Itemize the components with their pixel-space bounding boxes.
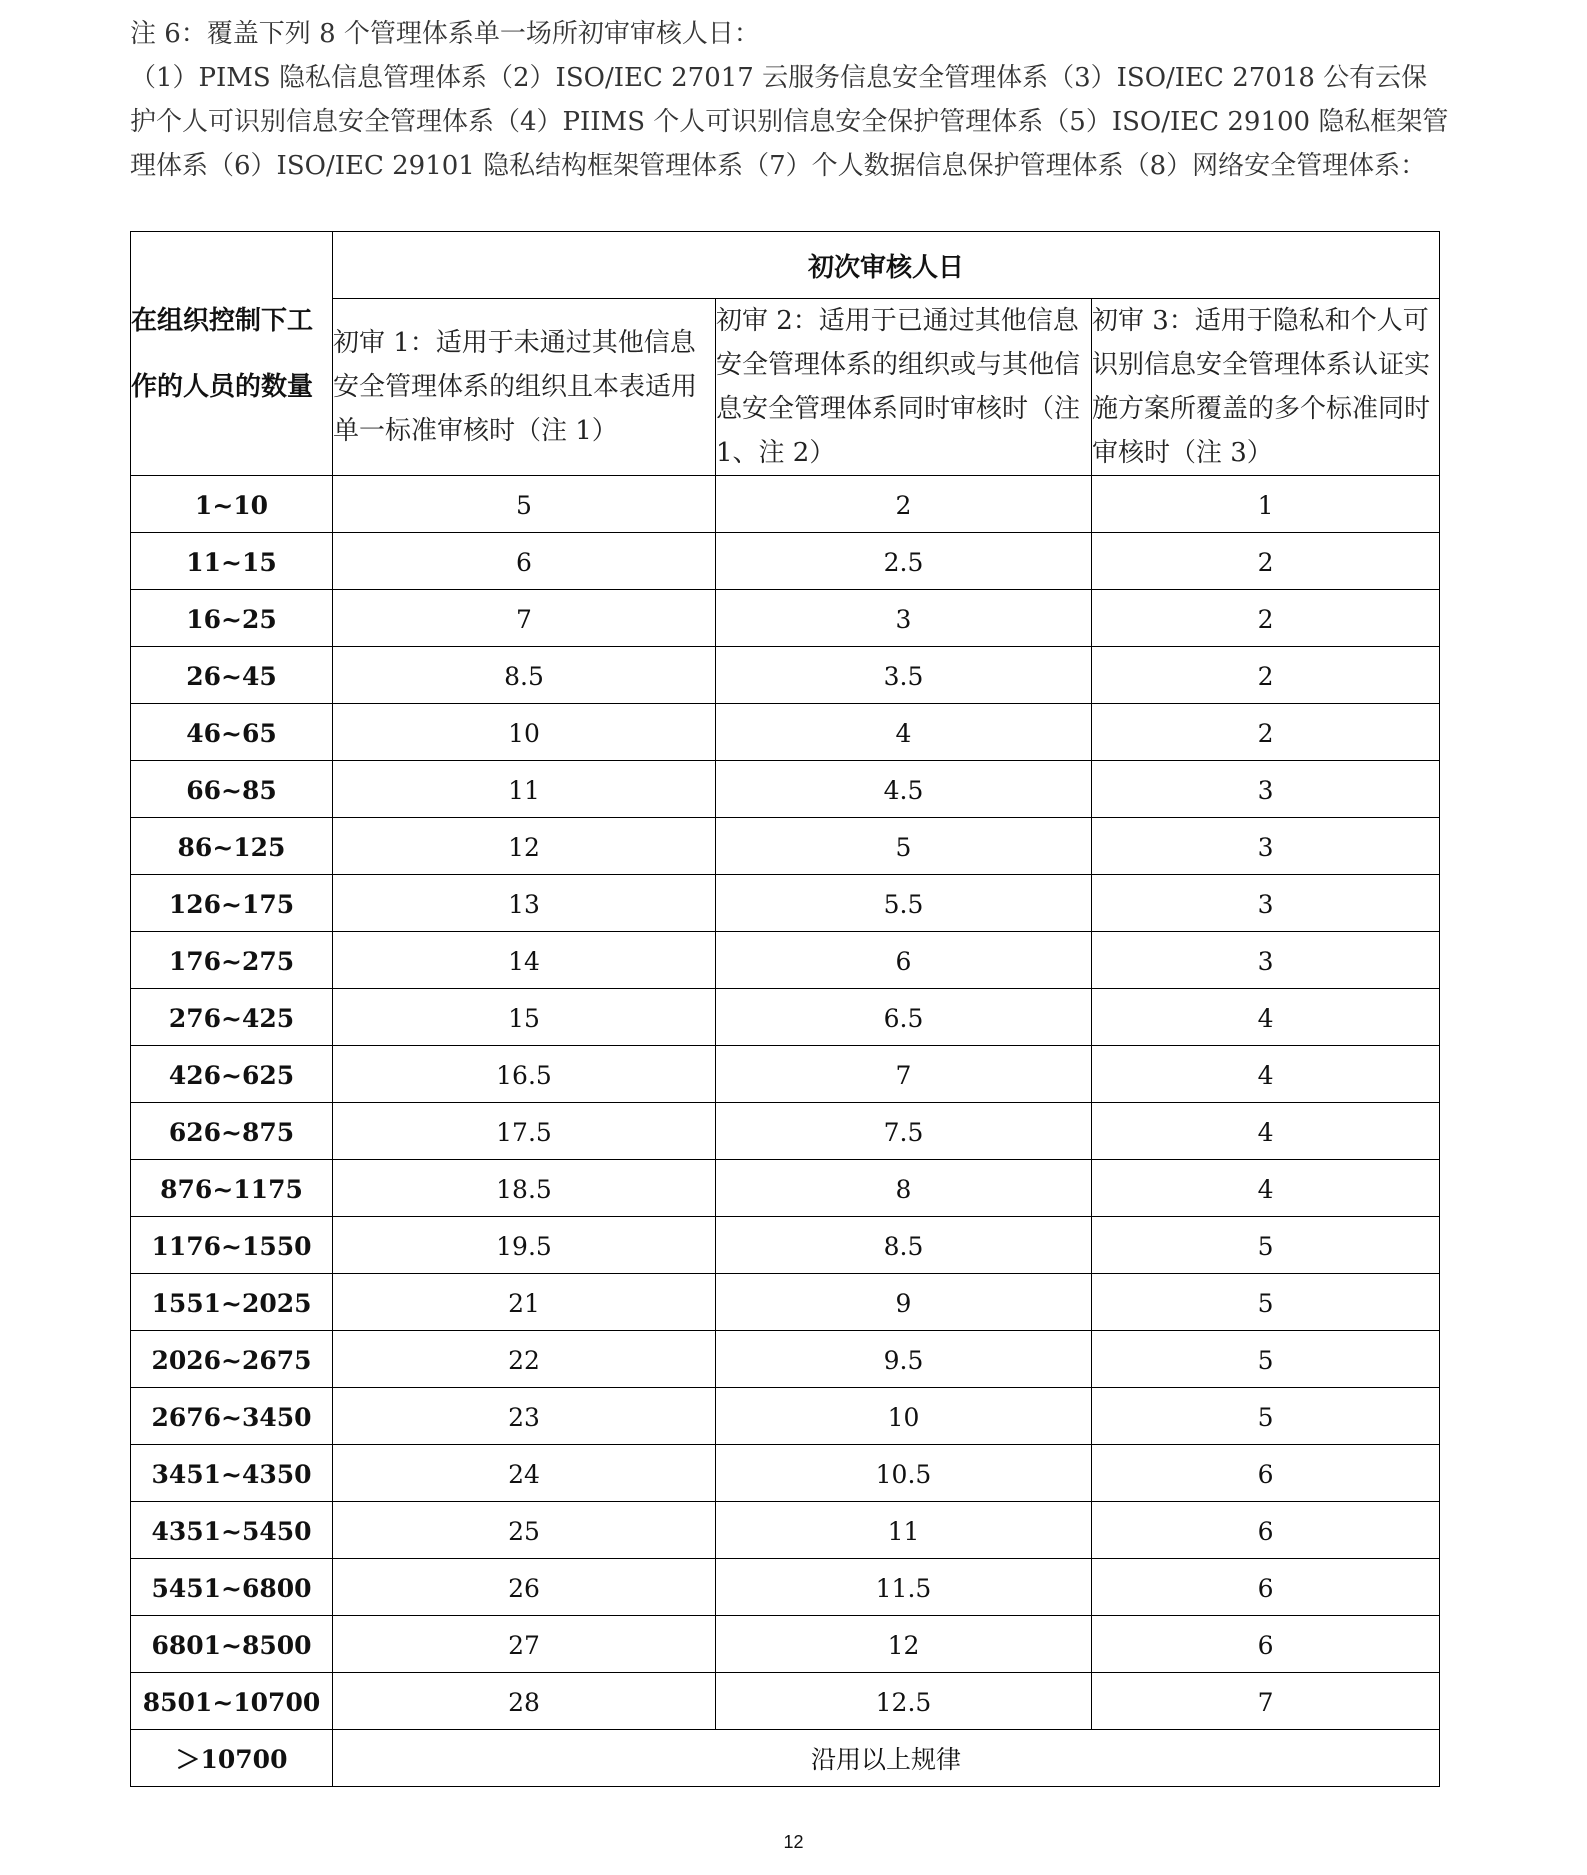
initial-audit-2-days-cell: 7	[716, 1046, 1092, 1103]
personnel-range-cell: ＞10700	[131, 1730, 333, 1787]
table-row	[131, 1046, 1440, 1103]
initial-audit-2-header: 初审 2：适用于已通过其他信息安全管理体系的组织或与其他信息安全管理体系同时审核时（注 1、注 2）	[716, 299, 1092, 476]
table-row	[131, 1502, 1440, 1559]
initial-audit-3-days-cell: 4	[1092, 1103, 1440, 1160]
initial-audit-1-days-cell: 16.5	[333, 1046, 716, 1103]
personnel-range-cell: 16~25	[131, 590, 333, 647]
initial-audit-2-days-cell: 2.5	[716, 533, 1092, 590]
table-row	[131, 704, 1440, 761]
table-row	[131, 1388, 1440, 1445]
note-body: （1）PIMS 隐私信息管理体系（2）ISO/IEC 27017 云服务信息安全管理体系（3）ISO/IEC 27018 公有云保护个人可识别信息安全管理体系（4）PIIMS 个人可识别信息安全保护管理体系（5）ISO/IEC 29100 隐私框架管理体系（6）ISO/IEC 29101 隐私结构框架管理体系（7）个人数据信息保护管理体系（8）网络安全管理体系：	[130, 63, 1449, 181]
table-row	[131, 1331, 1440, 1388]
personnel-range-cell: 626~875	[131, 1103, 333, 1160]
personnel-range-cell: 1551~2025	[131, 1274, 333, 1331]
personnel-range-cell: 11~15	[131, 533, 333, 590]
personnel-range-cell: 2676~3450	[131, 1388, 333, 1445]
note-section	[130, 12, 1450, 188]
initial-audit-1-days-cell: 14	[333, 932, 716, 989]
initial-audit-1-days-cell: 26	[333, 1559, 716, 1616]
personnel-range-cell: 5451~6800	[131, 1559, 333, 1616]
continue-rule-cell: 沿用以上规律	[333, 1730, 1440, 1787]
personnel-range-cell: 126~175	[131, 875, 333, 932]
initial-audit-1-days-cell: 19.5	[333, 1217, 716, 1274]
initial-audit-1-days-cell: 23	[333, 1388, 716, 1445]
table-row	[131, 875, 1440, 932]
initial-audit-1-days-cell: 5	[333, 476, 716, 533]
table-row	[131, 590, 1440, 647]
initial-audit-days-header: 初次审核人日	[333, 232, 1440, 299]
initial-audit-3-days-cell: 3	[1092, 875, 1440, 932]
initial-audit-1-days-cell: 15	[333, 989, 716, 1046]
personnel-range-cell: 2026~2675	[131, 1331, 333, 1388]
initial-audit-3-days-cell: 2	[1092, 704, 1440, 761]
initial-audit-2-days-cell: 11	[716, 1502, 1092, 1559]
initial-audit-3-days-cell: 3	[1092, 932, 1440, 989]
initial-audit-2-days-cell: 6	[716, 932, 1092, 989]
table-row	[131, 1274, 1440, 1331]
initial-audit-2-days-cell: 9	[716, 1274, 1092, 1331]
personnel-range-cell: 86~125	[131, 818, 333, 875]
initial-audit-2-days-cell: 12	[716, 1616, 1092, 1673]
initial-audit-3-days-cell: 2	[1092, 590, 1440, 647]
initial-audit-2-days-cell: 5	[716, 818, 1092, 875]
audit-days-table	[130, 231, 1440, 1787]
initial-audit-1-days-cell: 22	[333, 1331, 716, 1388]
initial-audit-1-days-cell: 27	[333, 1616, 716, 1673]
table-row	[131, 761, 1440, 818]
table-row-last	[131, 1730, 1440, 1787]
initial-audit-1-days-cell: 7	[333, 590, 716, 647]
table-row	[131, 1616, 1440, 1673]
table-row	[131, 647, 1440, 704]
table-row	[131, 989, 1440, 1046]
initial-audit-3-days-cell: 7	[1092, 1673, 1440, 1730]
initial-audit-3-days-cell: 3	[1092, 818, 1440, 875]
initial-audit-3-days-cell: 6	[1092, 1445, 1440, 1502]
initial-audit-2-days-cell: 9.5	[716, 1331, 1092, 1388]
personnel-range-cell: 1176~1550	[131, 1217, 333, 1274]
initial-audit-2-days-cell: 4.5	[716, 761, 1092, 818]
initial-audit-1-days-cell: 12	[333, 818, 716, 875]
personnel-range-cell: 6801~8500	[131, 1616, 333, 1673]
note-title: 注 6：覆盖下列 8 个管理体系单一场所初审审核人日：	[130, 19, 760, 49]
personnel-range-cell: 176~275	[131, 932, 333, 989]
initial-audit-2-days-cell: 10.5	[716, 1445, 1092, 1502]
initial-audit-2-days-cell: 10	[716, 1388, 1092, 1445]
table-row	[131, 1160, 1440, 1217]
table-body	[131, 476, 1440, 1787]
initial-audit-2-days-cell: 4	[716, 704, 1092, 761]
initial-audit-3-days-cell: 2	[1092, 647, 1440, 704]
initial-audit-3-days-cell: 6	[1092, 1559, 1440, 1616]
initial-audit-1-header: 初审 1：适用于未通过其他信息安全管理体系的组织且本表适用单一标准审核时（注 1）	[333, 299, 716, 476]
initial-audit-3-days-cell: 6	[1092, 1502, 1440, 1559]
initial-audit-3-days-cell: 2	[1092, 533, 1440, 590]
personnel-range-cell: 876~1175	[131, 1160, 333, 1217]
initial-audit-3-header: 初审 3：适用于隐私和个人可识别信息安全管理体系认证实施方案所覆盖的多个标准同时审核时（注 3）	[1092, 299, 1440, 476]
personnel-range-cell: 8501~10700	[131, 1673, 333, 1730]
initial-audit-1-days-cell: 10	[333, 704, 716, 761]
initial-audit-2-days-cell: 11.5	[716, 1559, 1092, 1616]
personnel-range-cell: 46~65	[131, 704, 333, 761]
table-row	[131, 1673, 1440, 1730]
initial-audit-3-days-cell: 5	[1092, 1331, 1440, 1388]
initial-audit-2-days-cell: 3.5	[716, 647, 1092, 704]
initial-audit-2-days-cell: 7.5	[716, 1103, 1092, 1160]
table-row	[131, 1103, 1440, 1160]
initial-audit-2-days-cell: 8.5	[716, 1217, 1092, 1274]
initial-audit-2-days-cell: 2	[716, 476, 1092, 533]
initial-audit-3-days-cell: 5	[1092, 1217, 1440, 1274]
personnel-range-cell: 4351~5450	[131, 1502, 333, 1559]
table-row	[131, 533, 1440, 590]
personnel-range-cell: 26~45	[131, 647, 333, 704]
initial-audit-3-days-cell: 4	[1092, 1160, 1440, 1217]
initial-audit-1-days-cell: 8.5	[333, 647, 716, 704]
personnel-range-cell: 1~10	[131, 476, 333, 533]
initial-audit-1-days-cell: 11	[333, 761, 716, 818]
initial-audit-3-days-cell: 4	[1092, 1046, 1440, 1103]
table-row	[131, 476, 1440, 533]
personnel-range-cell: 276~425	[131, 989, 333, 1046]
initial-audit-1-days-cell: 28	[333, 1673, 716, 1730]
table-row	[131, 818, 1440, 875]
personnel-range-cell: 426~625	[131, 1046, 333, 1103]
initial-audit-2-days-cell: 3	[716, 590, 1092, 647]
initial-audit-1-days-cell: 13	[333, 875, 716, 932]
initial-audit-3-days-cell: 3	[1092, 761, 1440, 818]
initial-audit-3-days-cell: 4	[1092, 989, 1440, 1046]
personnel-range-cell: 66~85	[131, 761, 333, 818]
initial-audit-3-days-cell: 6	[1092, 1616, 1440, 1673]
table-row	[131, 1445, 1440, 1502]
table-row	[131, 932, 1440, 989]
table-row	[131, 1559, 1440, 1616]
initial-audit-2-days-cell: 12.5	[716, 1673, 1092, 1730]
personnel-range-cell: 3451~4350	[131, 1445, 333, 1502]
initial-audit-3-days-cell: 5	[1092, 1274, 1440, 1331]
initial-audit-3-days-cell: 1	[1092, 476, 1440, 533]
initial-audit-2-days-cell: 5.5	[716, 875, 1092, 932]
initial-audit-1-days-cell: 25	[333, 1502, 716, 1559]
initial-audit-1-days-cell: 6	[333, 533, 716, 590]
initial-audit-3-days-cell: 5	[1092, 1388, 1440, 1445]
initial-audit-2-days-cell: 6.5	[716, 989, 1092, 1046]
initial-audit-1-days-cell: 18.5	[333, 1160, 716, 1217]
initial-audit-1-days-cell: 24	[333, 1445, 716, 1502]
initial-audit-1-days-cell: 17.5	[333, 1103, 716, 1160]
personnel-count-header: 在组织控制下工作的人员的数量	[131, 232, 333, 476]
page-number: 12	[783, 1832, 804, 1852]
initial-audit-2-days-cell: 8	[716, 1160, 1092, 1217]
table-row	[131, 1217, 1440, 1274]
table-header-row	[131, 232, 1440, 299]
initial-audit-1-days-cell: 21	[333, 1274, 716, 1331]
